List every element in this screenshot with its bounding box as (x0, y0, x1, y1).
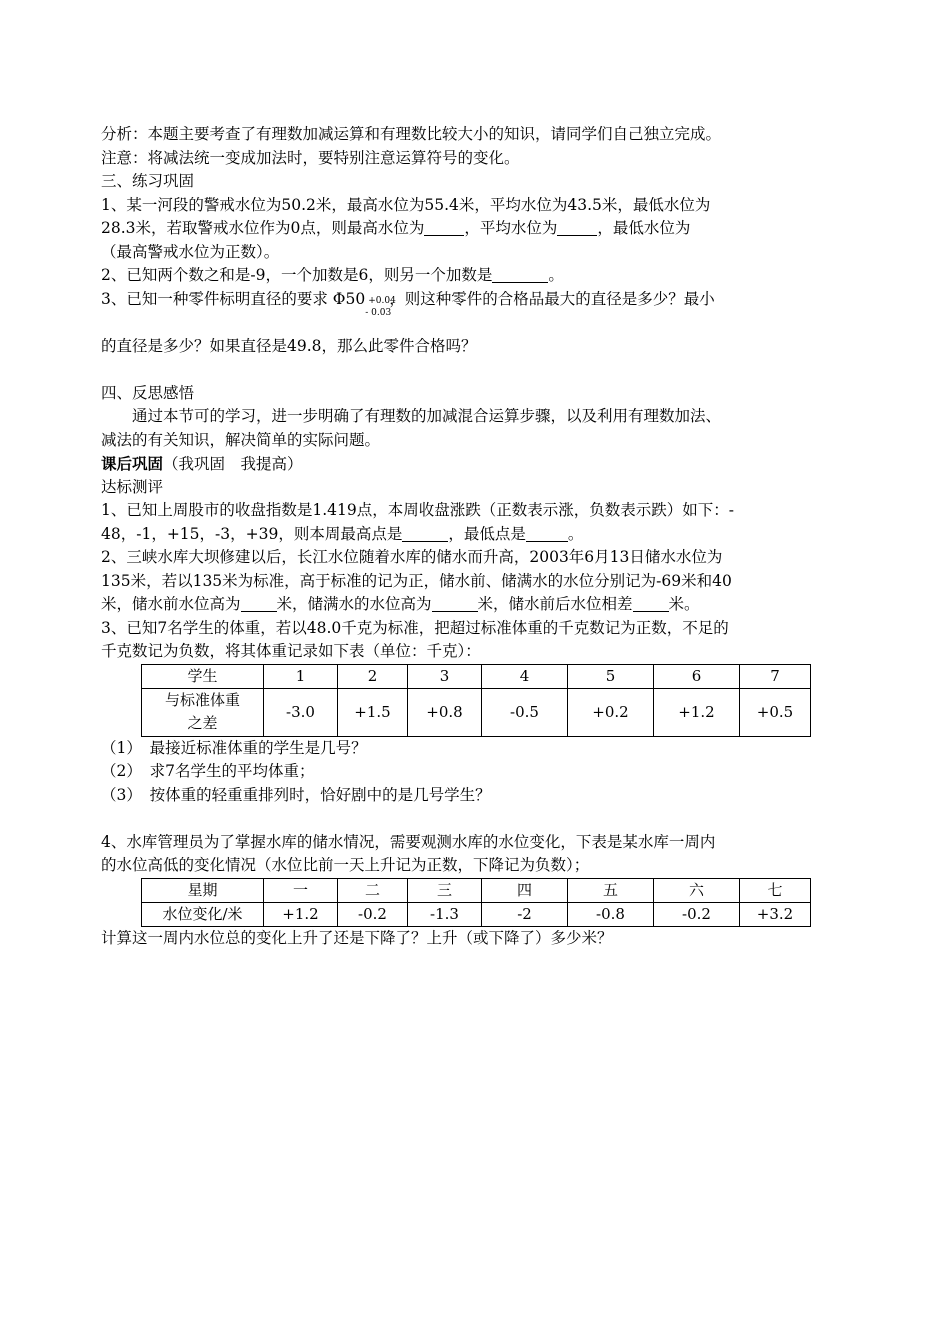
hw-q4-line1: 4、水库管理员为了掌握水库的储水情况，需要观测水库的水位变化，下表是某水库一周内 (101, 832, 716, 851)
hw-q3-line1: 3、已知7名学生的体重，若以48.0千克为标准，把超过标准体重的千克数记为正数，不足的 (101, 618, 729, 637)
water-level-table (141, 878, 811, 927)
table-header-cell: 5 (568, 664, 654, 688)
hw-q4-line2: 的水位高低的变化情况（水位比前一天上升记为正数，下降记为负数）； (101, 856, 590, 874)
table-row (142, 688, 811, 736)
practice-q3-line2: 的直径是多少？如果直径是49.8，那么此零件合格吗？ (101, 336, 477, 355)
homework-heading: 课后巩固（我巩固 我提高） (101, 454, 303, 473)
answer-blank (492, 266, 548, 283)
table-cell: +0.5 (740, 688, 811, 736)
table-cell: +1.2 (264, 902, 338, 926)
hw-q2-line3: 米，储水前水位高为 米，储满水的水位高为 米，储水前后水位相差 米。 (101, 595, 700, 613)
practice-q1-line2: 28.3米，若取警戒水位作为0点，则最高水位为 ，平均水位为 ，最低水位为 (101, 219, 691, 237)
table-cell: -0.2 (338, 902, 408, 926)
assessment-heading: 达标测评 (101, 477, 164, 496)
table-cell: +1.2 (654, 688, 740, 736)
section-practice-heading: 三、练习巩固 (101, 172, 195, 190)
table-header-cell: 二 (338, 878, 408, 902)
reflection-line1: 通过本节可的学习，进一步明确了有理数的加减混合运算步骤，以及利用有理数加法、 (132, 407, 722, 425)
table-header-cell: 星期 (142, 878, 264, 902)
table-row (142, 902, 811, 926)
practice-q3-line1: 3、已知一种零件标明直径的要求 Φ50 +0.04 - 0.03 ，则这种零件的合格品最大的直径是多少？最小 (101, 289, 715, 318)
table-header-cell: 6 (654, 664, 740, 688)
table-cell: -0.8 (568, 902, 654, 926)
note-line: 注意：将减法统一变成加法时，要特别注意运算符号的变化。 (101, 148, 520, 167)
table-header-cell: 学生 (142, 664, 264, 688)
table-cell: -1.3 (408, 902, 482, 926)
hw-q1-line1: 1、已知上周股市的收盘指数是1.419点，本周收盘涨跌（正数表示涨，负数表示跌）如下：- (101, 501, 734, 519)
hw-q1-line2: 48，-1，+15，-3，+39，则本周最高点是 ，最低点是 。 (101, 524, 584, 543)
table-header-cell: 七 (740, 878, 811, 902)
hw-q2-line1: 2、三峡水库大坝修建以后，长江水位随着水库的储水而升高，2003年6月13日储水水位为 (101, 548, 723, 566)
answer-blank (526, 525, 568, 542)
table-row (142, 878, 811, 902)
practice-q1-line1: 1、某一河段的警戒水位为50.2米，最高水位为55.4米，平均水位为43.5米，最低水位为 (101, 195, 711, 214)
answer-blank (633, 595, 669, 612)
table-row (142, 664, 811, 688)
hw-q3-line2: 千克数记为负数，将其体重记录如下表（单位：千克）： (101, 642, 481, 660)
table-header-cell: 五 (568, 878, 654, 902)
tolerance-notation: +0.04 - 0.03 (365, 295, 396, 318)
table-row-label: 水位变化/米 (142, 902, 264, 926)
table-cell: +3.2 (740, 902, 811, 926)
hw-q3-sub3: （3） 按体重的轻重重排列时，恰好剧中的是几号学生？ (101, 785, 491, 804)
table-cell: +0.2 (568, 688, 654, 736)
answer-blank (557, 219, 597, 236)
hw-q2-line2: 135米，若以135米为标准，高于标准的记为正，储水前、储满水的水位分别记为-69米和40 (101, 571, 732, 590)
table-cell: -2 (482, 902, 568, 926)
weight-table (141, 664, 811, 737)
document-content (101, 123, 853, 950)
table-header-cell: 2 (338, 664, 408, 688)
table-header-cell: 7 (740, 664, 811, 688)
table-header-cell: 1 (264, 664, 338, 688)
answer-blank (432, 595, 478, 612)
practice-q2-line: 2、已知两个数之和是-9，一个加数是6，则另一个加数是 。 (101, 266, 564, 284)
answer-blank (241, 595, 277, 612)
table-header-cell: 4 (482, 664, 568, 688)
table-header-cell: 一 (264, 878, 338, 902)
table-header-cell: 六 (654, 878, 740, 902)
hw-q3-sub1: （1） 最接近标准体重的学生是几号？ (101, 738, 367, 757)
hw-q3-sub2: （2） 求7名学生的平均体重； (101, 762, 315, 780)
table-cell: +1.5 (338, 688, 408, 736)
reflection-line2: 减法的有关知识，解决简单的实际问题。 (101, 430, 381, 449)
section-reflection-heading: 四、反思感悟 (101, 383, 195, 402)
table-header-cell: 3 (408, 664, 482, 688)
answer-blank (424, 219, 464, 236)
table-header-cell: 三 (408, 878, 482, 902)
table-cell: -3.0 (264, 688, 338, 736)
practice-q1-line3: （最高警戒水位为正数）。 (101, 242, 280, 261)
table-row-label: 与标准体重 之差 (142, 688, 264, 736)
table-header-cell: 四 (482, 878, 568, 902)
answer-blank (402, 525, 448, 542)
table-cell: -0.2 (654, 902, 740, 926)
hw-q4-question: 计算这一周内水位总的变化上升了还是下降了？上升（或下降了）多少米？ (101, 928, 613, 947)
table-cell: -0.5 (482, 688, 568, 736)
table-cell: +0.8 (408, 688, 482, 736)
analysis-line: 分析：本题主要考查了有理数加减运算和有理数比较大小的知识，请同学们自己独立完成。 (101, 125, 722, 143)
